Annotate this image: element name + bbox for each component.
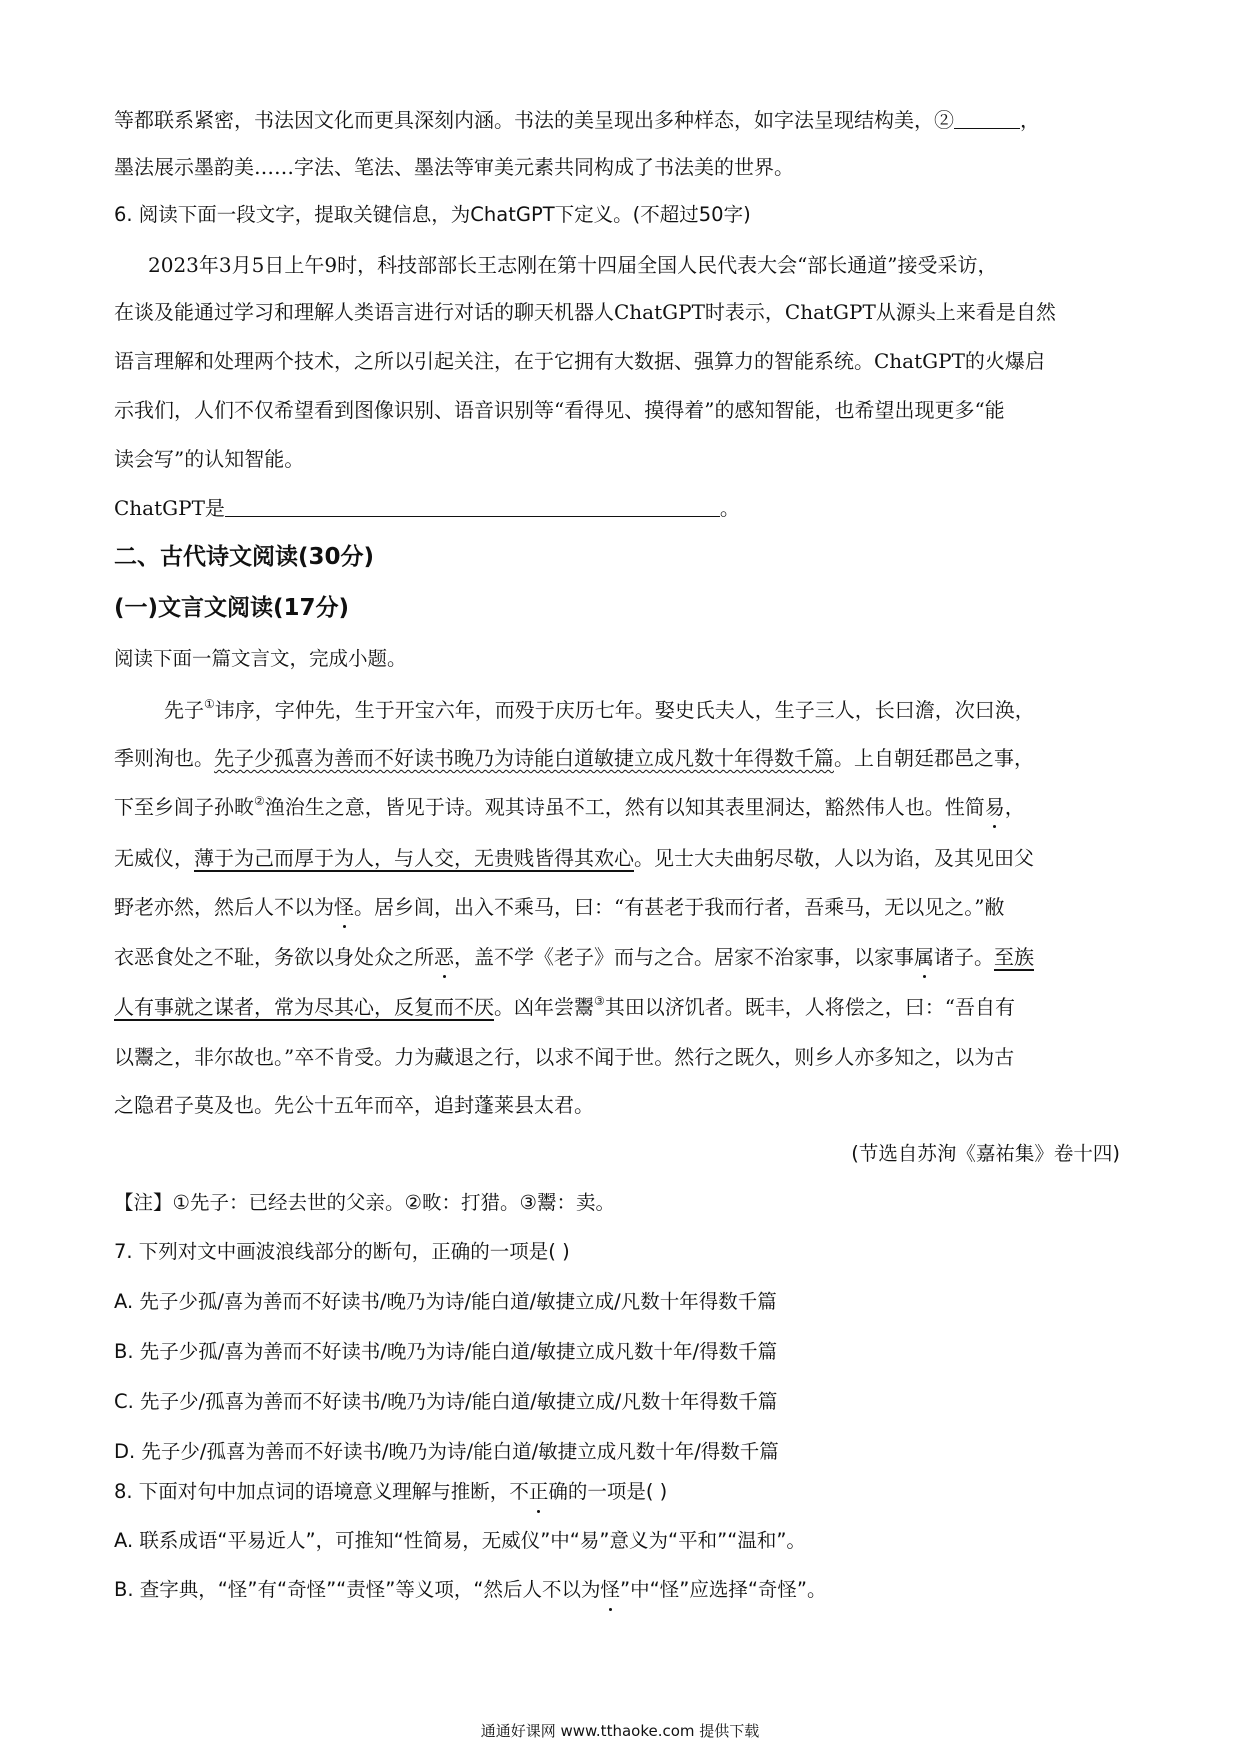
intro-text-end: ， [1020,108,1040,132]
fill-blank-2[interactable] [954,108,1020,129]
passage-line-7 [114,993,1015,1021]
q6-paragraph-line: 示我们，人们不仅希望看到图像识别、语音识别等“看得见、摸得着”的感知智能，也希望出现更多“能 [114,398,1005,422]
passage-line-8: 以鬻之，非尔故也。”卒不肯受。力为藏退之行，以求不闻于世。然行之既久，则乡人亦多知之，以为古 [114,1045,1015,1069]
passage-text: 讳序，字仲先，生于开宝六年，而殁于庆历七年。娶史氏夫人，生子三人，长曰澹，次曰涣， [214,698,1035,722]
passage-text: 诸子。 [934,945,994,969]
q8-option-a[interactable]: A. 联系成语“平易近人”，可推知“性简易，无威仪”中“易”意义为“平和”“温和”。 [114,1529,806,1552]
answer-prefix: ChatGPT是 [114,496,225,520]
passage-text: 季则洵也。 [114,746,214,770]
passage-text: 渔治生之意，皆见于诗。观其诗虽不工，然有以知其表里洞达，豁然伟人也。性简 [264,795,985,819]
passage-line-5 [114,893,1004,921]
q8-prompt-text: 的一项是( ) [567,1480,668,1503]
passage-text: 下至乡闾子孙畋 [114,795,254,819]
passage-text: 衣恶食处之不耻，务欲以身处众之所 [114,945,434,969]
underlined-sentence: 薄于为己而厚于为人，与人交，无贵贱皆得其欢心 [194,846,634,870]
passage-text: 先子 [164,698,204,722]
answer-suffix: 。 [719,496,740,520]
q7-option-b[interactable]: B. 先子少孤/喜为善而不好读书/晚乃为诗/能白道/敏捷立成凡数十年/得数千篇 [114,1340,778,1363]
passage-text: 。居乡闾，出入不乘马，曰：“有甚老于我而行者，吾乘马，无以见之。”敝 [354,895,1005,919]
footnote-marker-3: ③ [594,994,605,1008]
passage-text: ， [1004,795,1025,819]
dotted-word: 不正确 [509,1478,568,1506]
passage-line-9: 之隐君子莫及也。先公十五年而卒，追封蓬莱县太君。 [114,1093,594,1117]
footnote-marker-2: ② [254,794,265,808]
q7-option-d[interactable]: D. 先子少/孤喜为善而不好读书/晚乃为诗/能白道/敏捷立成凡数十年/得数千篇 [114,1440,779,1463]
question-8-prompt [114,1478,667,1506]
dotted-word: 怪 [601,1576,621,1604]
section-heading: 二、古代诗文阅读(30分) [114,544,375,570]
passage-line-3 [114,793,1025,821]
footnote-marker-1: ① [204,697,215,711]
q6-paragraph-line: 2023年3月5日上午9时，科技部部长王志刚在第十四届全国人民代表大会“部长通道”接受采访， [148,253,998,277]
intro-line-1 [114,106,1040,134]
page-footer: 通通好课网 www.tthaoke.com 提供下载 [480,1722,760,1740]
passage-text: ，盖不学《老子》而与之合。居家不治家事，以家事 [454,945,914,969]
passage-line-1 [164,696,1035,724]
q6-answer-line [114,494,740,522]
question-7-prompt: 7. 下列对文中画波浪线部分的断句，正确的一项是( ) [114,1240,570,1263]
passage-text: 。凶年尝鬻 [494,995,594,1019]
underlined-sentence: 人有事就之谋者，常为尽其心，反复而不厌 [114,995,494,1019]
passage-text: 野老亦然，然后人不以为 [114,895,334,919]
q7-option-a[interactable]: A. 先子少孤/喜为善而不好读书/晚乃为诗/能白道/敏捷立成/凡数十年得数千篇 [114,1290,777,1313]
passage-text: 其田以济饥者。既丰，人将偿之，曰：“吾自有 [604,995,1015,1019]
q8-option-text: ”中“怪”应选择“奇怪”。 [620,1578,827,1601]
passage-line-2 [114,744,1034,772]
underlined-sentence: 至族 [994,945,1034,969]
dotted-word: 怪 [334,895,354,919]
intro-text: 等都联系紧密，书法因文化而更具深刻内涵。书法的美呈现出多种样态，如字法呈现结构美，② [114,108,954,132]
intro-line-2: 墨法展示墨韵美……字法、笔法、墨法等审美元素共同构成了书法美的世界。 [114,155,794,179]
dotted-word: 属 [914,945,934,969]
passage-line-4 [114,844,1034,872]
sub-section-heading: (一)文言文阅读(17分) [114,595,350,621]
passage-text: 。上自朝廷郡邑之事， [834,746,1034,770]
dotted-word: 恶 [434,945,454,969]
question-6-prompt: 6. 阅读下面一段文字，提取关键信息，为ChatGPT下定义。(不超过50字) [114,203,751,226]
dotted-word: 易 [984,795,1005,819]
footnote: 【注】①先子：已经去世的父亲。②畋：打猎。③鬻：卖。 [114,1191,615,1214]
passage-line-6 [114,943,1034,971]
q8-option-b[interactable] [114,1576,827,1604]
q8-prompt-text: 8. 下面对句中加点词的语境意义理解与推断， [114,1480,510,1503]
reading-instruction: 阅读下面一篇文言文，完成小题。 [114,647,407,670]
q6-paragraph-line: 语言理解和处理两个技术，之所以引起关注，在于它拥有大数据、强算力的智能系统。ChatGPT的火爆启 [114,349,1045,373]
q7-option-c[interactable]: C. 先子少/孤喜为善而不好读书/晚乃为诗/能白道/敏捷立成/凡数十年得数千篇 [114,1390,778,1413]
q8-option-text: B. 查字典，“怪”有“奇怪”“责怪”等义项，“然后人不以为 [114,1578,601,1601]
passage-text: 无威仪， [114,846,194,870]
emphasis-dotted-text [509,1480,568,1503]
wavy-underlined-sentence: 先子少孤喜为善而不好读书晚乃为诗能白道敏捷立成凡数十年得数千篇 [214,746,834,770]
passage-source: (节选自苏洵《嘉祐集》卷十四) [851,1142,1120,1165]
passage-text: 。见士大夫曲躬尽敬，人以为谄，及其见田父 [634,846,1034,870]
q6-paragraph-line: 在谈及能通过学习和理解人类语言进行对话的聊天机器人ChatGPT时表示，ChatGPT从源头上来看是自然 [114,300,1056,324]
answer-blank[interactable] [225,496,720,517]
q6-paragraph-line: 读会写”的认知智能。 [114,447,305,471]
